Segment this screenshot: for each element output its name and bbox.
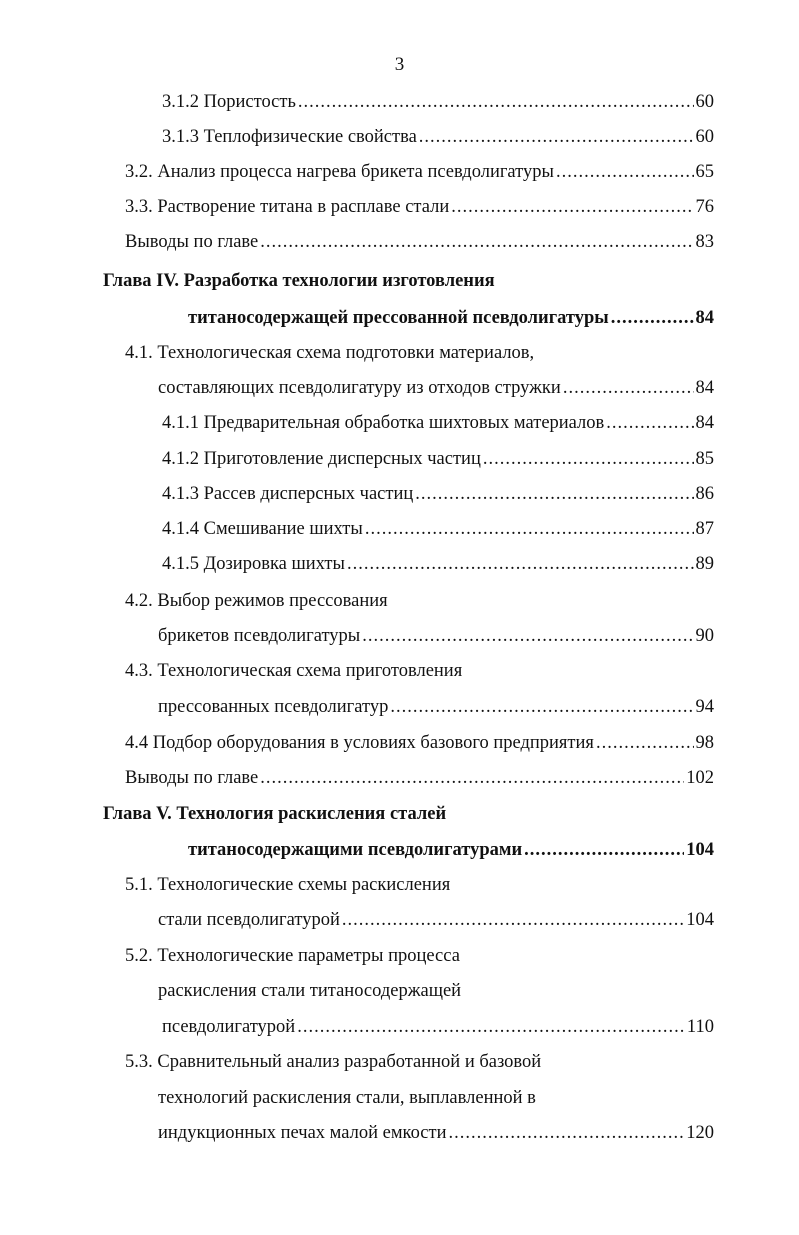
chapter-5-heading: Глава V. Технология раскисления сталей: [103, 804, 447, 824]
toc-entry-3-1-3: [162, 124, 714, 150]
toc-entry-title: 3.2. Анализ процесса нагрева брикета псевдолигатуры: [125, 162, 554, 182]
toc-entry-page: 89: [695, 554, 714, 574]
toc-entry-page: 102: [686, 768, 714, 788]
leader-dots: [451, 194, 693, 220]
toc-entry-5-2-cont2: [162, 1014, 714, 1040]
toc-entry-title: 4.1.1 Предварительная обработка шихтовых материалов: [162, 413, 605, 433]
toc-entry-title: 3.3. Растворение титана в расплаве стали: [125, 197, 450, 217]
page-number: 3: [394, 54, 405, 75]
toc-entry-title: 4.1.4 Смешивание шихты: [162, 519, 363, 539]
toc-entry-4-1-4: [162, 516, 714, 542]
toc-entry-4-2: 4.2. Выбор режимов прессования: [125, 591, 388, 611]
toc-entry-page: 84: [695, 378, 714, 398]
leader-dots: [362, 623, 693, 649]
leader-dots: [606, 410, 693, 436]
toc-entry-4-1-2: [162, 446, 714, 472]
toc-entry-4-3-cont: [158, 694, 714, 720]
toc-entry-3-3: [125, 194, 714, 220]
leader-dots: [342, 907, 684, 933]
toc-entry-3-1-2: [162, 89, 714, 115]
toc-entry-title: 4.1.3 Рассев дисперсных частиц: [162, 484, 414, 504]
leader-dots: [260, 765, 684, 791]
toc-entry-4-1: 4.1. Технологическая схема подготовки материалов,: [125, 343, 535, 363]
toc-entry-4-1-5: [162, 551, 714, 577]
toc-entry-conclusions-4: [125, 765, 714, 791]
toc-entry-5-3: 5.3. Сравнительный анализ разработанной и базовой: [125, 1052, 542, 1072]
leader-dots: [415, 481, 693, 507]
toc-entry-title: составляющих псевдолигатуру из отходов стружки: [158, 378, 561, 398]
toc-entry-5-1: 5.1. Технологические схемы раскисления: [125, 875, 451, 895]
leader-dots: [419, 124, 694, 150]
toc-entry-title: индукционных печах малой емкости: [158, 1123, 447, 1143]
chapter-4-heading: Глава IV. Разработка технологии изготовления: [103, 271, 495, 291]
leader-dots: [524, 837, 684, 863]
toc-entry-5-3-cont: технологий раскисления стали, выплавленной в: [158, 1088, 536, 1108]
leader-dots: [483, 446, 694, 472]
toc-entry-title: брикетов псевдолигатуры: [158, 626, 361, 646]
toc-entry-page: 104: [686, 840, 714, 860]
toc-entry-title: Выводы по главе: [125, 768, 259, 788]
toc-entry-4-1-cont: [158, 375, 714, 401]
toc-entry-page: 60: [695, 127, 714, 147]
toc-entry-page: 83: [695, 232, 714, 252]
leader-dots: [365, 516, 694, 542]
toc-entry-title: прессованных псевдолигатур: [158, 697, 389, 717]
toc-entry-title: 4.1.2 Приготовление дисперсных частиц: [162, 449, 481, 469]
toc-entry-page: 65: [695, 162, 714, 182]
toc-entry-title: Выводы по главе: [125, 232, 259, 252]
leader-dots: [347, 551, 694, 577]
toc-entry-4-1-3: [162, 481, 714, 507]
toc-entry-4-1-1: [162, 410, 714, 436]
toc-entry-5-2: 5.2. Технологические параметры процесса: [125, 946, 460, 966]
toc-entry-4-3: 4.3. Технологическая схема приготовления: [125, 661, 463, 681]
toc-entry-3-2: [125, 159, 714, 185]
leader-dots: [563, 375, 694, 401]
leader-dots: [298, 89, 694, 115]
toc-entry-4-2-cont: [158, 623, 714, 649]
toc-entry-5-1-cont: [158, 907, 714, 933]
leader-dots: [297, 1014, 685, 1040]
toc-entry-page: 90: [695, 626, 714, 646]
toc-entry-conclusions-3: [125, 229, 714, 255]
leader-dots: [596, 730, 694, 756]
toc-entry-page: 85: [695, 449, 714, 469]
toc-entry-page: 60: [695, 92, 714, 112]
toc-entry-page: 120: [686, 1123, 714, 1143]
toc-entry-5-3-cont2: [158, 1120, 714, 1146]
toc-entry-title: стали псевдолигатурой: [158, 910, 340, 930]
toc-entry-title: 3.1.3 Теплофизические свойства: [162, 127, 417, 147]
toc-entry-page: 98: [695, 733, 714, 753]
toc-entry-page: 87: [695, 519, 714, 539]
toc-entry-title: псевдолигатурой: [162, 1017, 296, 1037]
leader-dots: [611, 305, 694, 331]
leader-dots: [260, 229, 693, 255]
leader-dots: [390, 694, 693, 720]
leader-dots: [448, 1120, 684, 1146]
toc-entry-title: 4.4 Подбор оборудования в условиях базового предприятия: [125, 733, 594, 753]
toc-entry-title: титаносодержащими псевдолигатурами: [188, 840, 523, 860]
toc-entry-title: 4.1.5 Дозировка шихты: [162, 554, 345, 574]
toc-entry-title: титаносодержащей прессованной псевдолигатуры: [188, 308, 609, 328]
toc-entry-page: 94: [695, 697, 714, 717]
toc-entry-5-2-cont: раскисления стали титаносодержащей: [158, 981, 462, 1001]
toc-entry-title: 3.1.2 Пористость: [162, 92, 296, 112]
chapter-4-heading-cont: [188, 305, 714, 331]
toc-entry-page: 84: [695, 308, 714, 328]
toc-entry-page: 104: [686, 910, 714, 930]
toc-entry-page: 84: [695, 413, 714, 433]
toc-entry-page: 76: [695, 197, 714, 217]
chapter-5-heading-cont: [188, 837, 714, 863]
toc-entry-4-4: [125, 730, 714, 756]
toc-entry-page: 110: [686, 1017, 714, 1037]
leader-dots: [556, 159, 694, 185]
toc-entry-page: 86: [695, 484, 714, 504]
